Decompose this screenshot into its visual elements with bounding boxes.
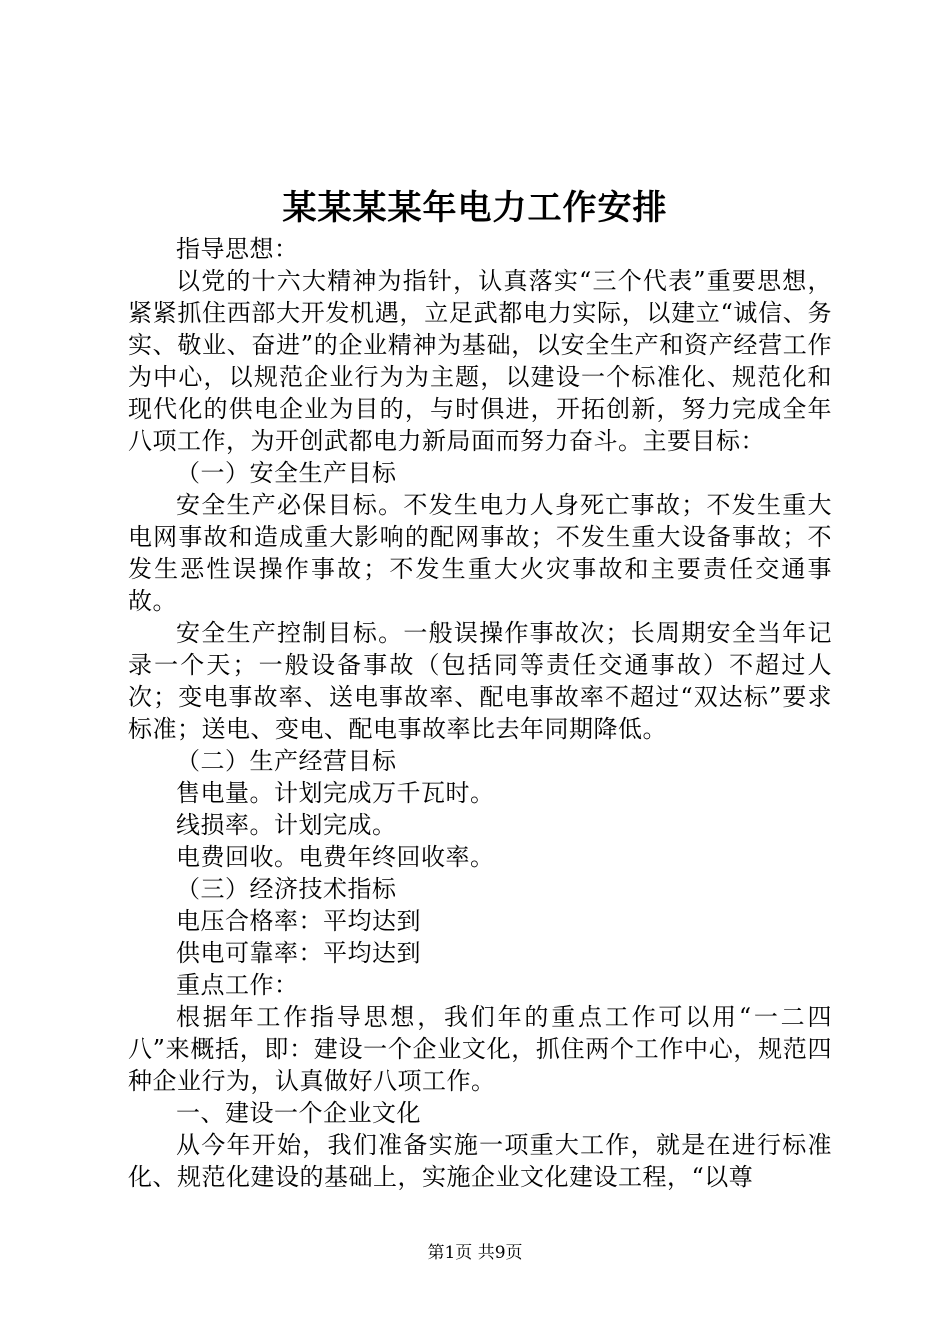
paragraph: 电费回收。电费年终回收率。	[176, 843, 495, 871]
paragraph: 安全生产控制目标。一般误操作事故次；长周期安全当年记录一个天；一般设备事故（包括同等责任交通事故）不超过人次；变电事故率、送电事故率、配电事故率不超过“双达标”要求标准；送电、变电、配电事故率比去年同期降低。	[128, 619, 832, 743]
section-heading: 一、建设一个企业文化	[176, 1099, 421, 1127]
paragraph: 电压合格率：平均达到	[176, 907, 421, 935]
paragraph: 安全生产必保目标。不发生电力人身死亡事故；不发生重大电网事故和造成重大影响的配网事故；不发生重大设备事故；不发生恶性误操作事故；不发生重大火灾事故和主要责任交通事故。	[128, 491, 832, 615]
paragraph: 售电量。计划完成万千瓦时。	[176, 779, 495, 807]
section-heading: （一）安全生产目标	[176, 459, 397, 487]
paragraph: 线损率。计划完成。	[176, 811, 397, 839]
paragraph: 以党的十六大精神为指针，认真落实“三个代表”重要思想，紧紧抓住西部大开发机遇，立足武都电力实际，以建立“诚信、务实、敬业、奋进”的企业精神为基础，以安全生产和资产经营工作为中心，以规范企业行为为主题，以建设一个标准化、规范化和现代化的供电企业为目的，与时俱进，开拓创新，努力完成全年八项工作，为开创武都电力新局面而努力奋斗。主要目标：	[128, 267, 832, 455]
paragraph: 指导思想：	[176, 235, 299, 263]
section-heading: （二）生产经营目标	[176, 747, 397, 775]
document-body	[128, 233, 832, 1193]
paragraph: 根据年工作指导思想，我们年的重点工作可以用“一二四八”来概括，即：建设一个企业文化，抓住两个工作中心，规范四种企业行为，认真做好八项工作。	[128, 1003, 832, 1095]
paragraph: 重点工作：	[176, 971, 299, 999]
paragraph: 供电可靠率：平均达到	[176, 939, 421, 967]
page-number-footer: 第1页 共9页	[427, 1243, 523, 1263]
document-title: 某某某某年电力工作安排	[282, 188, 668, 228]
section-heading: （三）经济技术指标	[176, 875, 397, 903]
paragraph: 从今年开始，我们准备实施一项重大工作，就是在进行标准化、规范化建设的基础上，实施企业文化建设工程，“以尊	[128, 1131, 832, 1191]
